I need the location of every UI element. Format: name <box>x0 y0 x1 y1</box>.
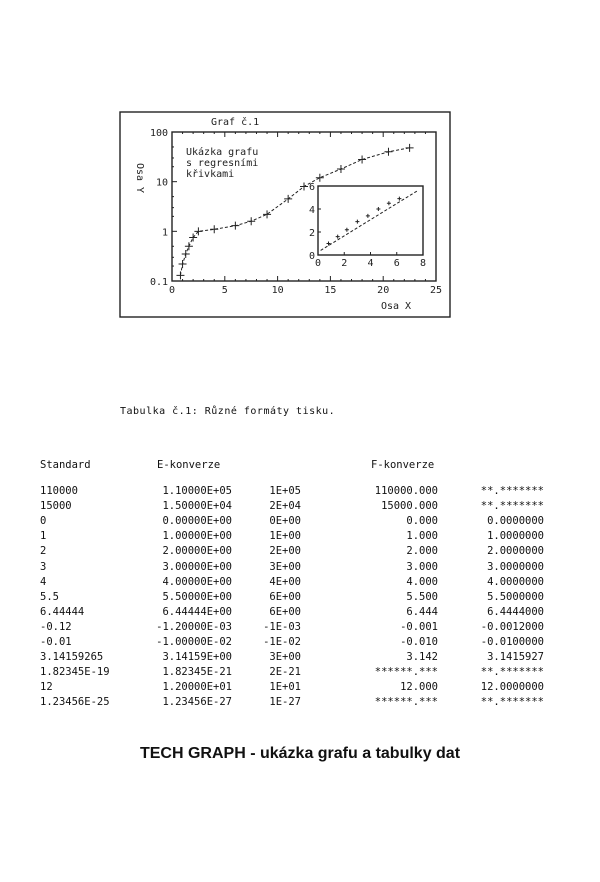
inset-y-tick-label: 4 <box>308 205 315 216</box>
cell-e-konverze: 6.44444E+00 <box>162 605 232 618</box>
cell-f-konverze: ******.*** <box>374 666 438 679</box>
inset-x-tick-label: 6 <box>393 258 400 269</box>
cell-f-long: 2.0000000 <box>487 545 544 558</box>
cell-f-konverze: -0.001 <box>400 620 438 633</box>
inset-x-tick-label: 8 <box>419 258 427 269</box>
cell-f-konverze: 3.142 <box>406 651 438 664</box>
x-tick-label: 5 <box>221 285 228 296</box>
cell-e-short: 6E+00 <box>269 590 301 603</box>
table-row <box>40 680 560 695</box>
table-row <box>40 484 560 499</box>
x-tick-label: 10 <box>271 285 284 296</box>
table-row <box>40 544 560 559</box>
header-f: F-konverze <box>371 459 435 471</box>
cell-standard: 0 <box>40 515 47 528</box>
cell-standard: -0.01 <box>40 636 72 648</box>
cell-f-konverze: 0.000 <box>406 515 438 528</box>
cell-f-long: 0.0000000 <box>487 515 544 528</box>
cell-e-konverze: 0.00000E+00 <box>162 515 232 528</box>
cell-f-konverze: 5.500 <box>406 590 438 603</box>
cell-standard: 15000 <box>40 500 72 513</box>
inset-frame <box>318 186 423 255</box>
y-axis-label: Osa Y <box>134 162 145 194</box>
cell-standard: 3 <box>40 560 47 573</box>
cell-f-long: 4.0000000 <box>487 575 544 588</box>
cell-f-long: **.******* <box>480 485 544 497</box>
cell-standard: 6.44444 <box>40 605 85 618</box>
cell-e-konverze: -1.20000E-03 <box>156 620 232 633</box>
inset-x-tick-label: 2 <box>341 258 348 269</box>
cell-f-long: 12.0000000 <box>480 681 544 694</box>
cell-e-konverze: 5.50000E+00 <box>162 590 232 603</box>
data-point <box>358 155 366 163</box>
cell-standard: 110000 <box>40 485 78 497</box>
cell-e-konverze: 1.23456E-27 <box>162 696 232 709</box>
cell-f-long: 3.1415927 <box>487 651 544 664</box>
cell-f-konverze: 6.444 <box>406 605 438 618</box>
cell-standard: -0.12 <box>40 620 72 633</box>
data-point <box>316 174 324 182</box>
x-tick-label: 20 <box>377 285 390 296</box>
cell-f-long: -0.0100000 <box>480 636 544 648</box>
cell-f-konverze: 1.000 <box>406 530 438 543</box>
cell-e-konverze: 1.82345E-21 <box>162 666 232 679</box>
cell-f-konverze: 2.000 <box>406 545 438 558</box>
cell-standard: 1.82345E-19 <box>40 666 110 679</box>
cell-e-short: 3E+00 <box>269 560 301 573</box>
cell-e-konverze: 1.20000E+01 <box>162 681 232 694</box>
header-standard: Standard <box>40 459 91 471</box>
cell-f-long: 1.0000000 <box>487 530 544 543</box>
cell-f-konverze: 3.000 <box>406 560 438 573</box>
cell-f-konverze: 15000.000 <box>381 500 438 513</box>
cell-e-short: 1E-27 <box>269 696 301 709</box>
cell-e-short: 1E+01 <box>269 681 301 694</box>
cell-e-short: -1E-02 <box>263 636 301 648</box>
cell-f-long: 6.4444000 <box>487 605 544 618</box>
x-tick-label: 15 <box>324 285 337 296</box>
cell-e-konverze: 2.00000E+00 <box>162 545 232 558</box>
cell-e-short: 0E+00 <box>269 515 301 528</box>
cell-f-long: **.******* <box>480 696 544 709</box>
cell-e-short: 4E+00 <box>269 575 301 588</box>
y-tick-label: 10 <box>155 177 168 189</box>
cell-e-short: 2E-21 <box>269 666 301 679</box>
cell-f-konverze: 110000.000 <box>374 485 438 497</box>
inset-y-tick-label: 2 <box>308 228 315 239</box>
inset-y-tick-label: 6 <box>308 182 315 193</box>
table-row <box>40 635 560 650</box>
cell-f-konverze: ******.*** <box>374 696 438 709</box>
y-tick-label: 1 <box>161 227 168 239</box>
cell-e-konverze: 1.10000E+05 <box>162 485 232 497</box>
table-caption: Tabulka č.1: Různé formáty tisku. <box>120 406 336 417</box>
cell-standard: 5.5 <box>40 590 59 603</box>
cell-f-konverze: 12.000 <box>400 681 438 694</box>
page-footer-title: TECH GRAPH - ukázka grafu a tabulky dat <box>139 745 461 762</box>
table-row <box>40 695 560 710</box>
annotation-line-1: Ukázka grafu <box>186 147 259 158</box>
cell-f-konverze: 4.000 <box>406 575 438 588</box>
cell-e-konverze: 1.50000E+04 <box>162 500 232 513</box>
cell-e-short: 1E+00 <box>269 530 301 543</box>
table-row <box>40 620 560 635</box>
table-row <box>40 650 560 665</box>
table-row <box>40 514 560 529</box>
cell-standard: 12 <box>40 681 53 694</box>
cell-standard: 1 <box>40 530 47 543</box>
cell-f-long: 5.5000000 <box>487 590 544 603</box>
cell-e-short: 1E+05 <box>269 485 301 497</box>
annotation-line-3: křivkami <box>186 169 235 180</box>
inset-x-tick-label: 0 <box>314 258 322 269</box>
cell-e-short: -1E-03 <box>263 620 301 633</box>
cell-e-konverze: 3.00000E+00 <box>162 560 232 573</box>
inset-y-tick-label: 0 <box>308 251 315 262</box>
cell-e-short: 2E+00 <box>269 545 301 558</box>
cell-f-long: **.******* <box>480 500 544 513</box>
cell-standard: 2 <box>40 545 47 558</box>
cell-e-konverze: 1.00000E+00 <box>162 530 232 543</box>
cell-e-konverze: -1.00000E-02 <box>156 636 232 648</box>
inset-x-tick-label: 4 <box>367 258 374 269</box>
cell-standard: 4 <box>40 575 47 588</box>
data-point <box>263 210 271 218</box>
table-row <box>40 605 560 620</box>
x-tick-label: 25 <box>429 285 443 296</box>
cell-e-short: 6E+00 <box>269 605 301 618</box>
table-row <box>40 665 560 680</box>
cell-f-konverze: -0.010 <box>400 636 438 648</box>
cell-f-long: -0.0012000 <box>480 620 544 633</box>
table-row <box>40 499 560 514</box>
cell-e-short: 3E+00 <box>269 651 301 664</box>
cell-e-konverze: 4.00000E+00 <box>162 575 232 588</box>
x-tick-label: 0 <box>168 285 176 296</box>
cell-standard: 1.23456E-25 <box>40 696 110 709</box>
table-row <box>40 590 560 605</box>
cell-e-konverze: 3.14159E+00 <box>162 651 232 664</box>
table-row <box>40 575 560 590</box>
y-tick-label: 100 <box>149 128 168 139</box>
table-row <box>40 560 560 575</box>
x-axis-label: Osa X <box>380 301 412 312</box>
table-row <box>40 529 560 544</box>
y-tick-label: 0.1 <box>149 277 168 288</box>
cell-f-long: **.******* <box>480 666 544 679</box>
annotation-line-2: s regresními <box>186 158 259 169</box>
chart-title: Graf č.1 <box>211 117 260 128</box>
cell-standard: 3.14159265 <box>40 651 104 664</box>
cell-f-long: 3.0000000 <box>487 560 544 573</box>
cell-e-short: 2E+04 <box>269 500 301 513</box>
chart <box>0 0 600 400</box>
header-e: E-konverze <box>157 459 221 471</box>
